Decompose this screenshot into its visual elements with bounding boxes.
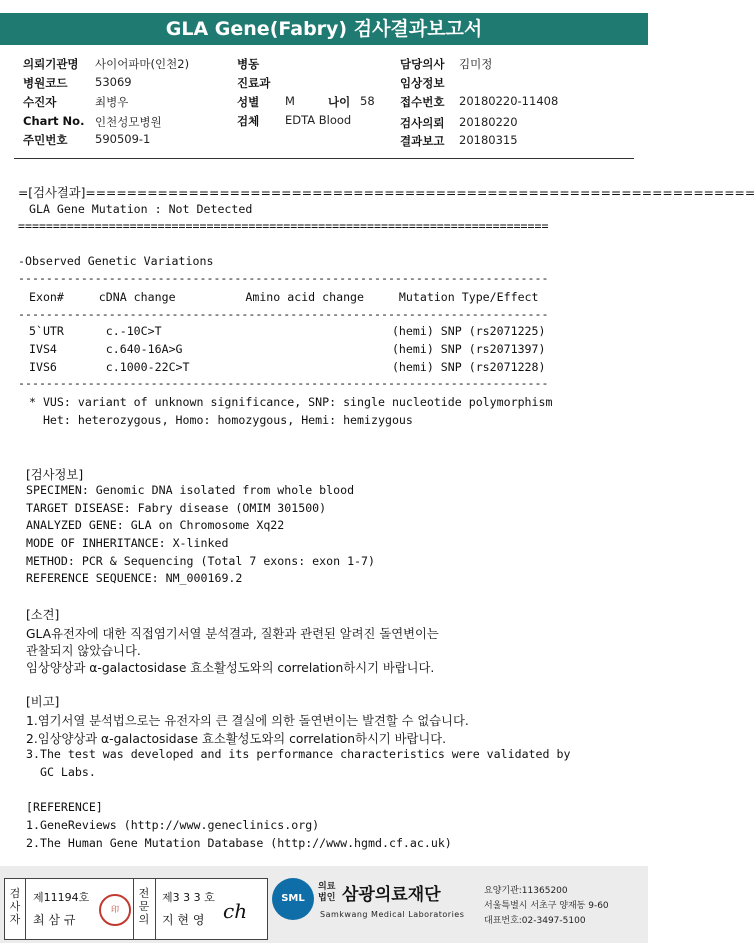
request-value: 20180220 — [459, 115, 518, 129]
id-label: 주민번호 — [23, 133, 68, 147]
patient-info-section — [0, 51, 648, 169]
tester-seal-icon: 印 — [99, 894, 131, 926]
expert-label: 전문의 — [138, 887, 150, 926]
org-address: 서울특별시 서초구 양재동 9-60 — [484, 901, 609, 911]
info-title: [검사정보] — [26, 468, 84, 482]
remarks-line: 2.임상양상과 α-galactosidase 효소활성도와의 correlation하시기 바랍니다. — [26, 732, 447, 746]
info-line: MODE OF INHERITANCE: X-linked — [26, 536, 229, 550]
expert-divider-right — [155, 879, 156, 939]
chart-label: Chart No. — [23, 114, 85, 128]
org-phone: 대표번호:02-3497-5100 — [484, 916, 586, 926]
result-header: =[검사결과]================================================================= — [18, 186, 755, 200]
expert-number: 제3 3 3 호 — [162, 891, 215, 904]
info-line: TARGET DISEASE: Fabry disease (OMIM 301500) — [26, 501, 327, 515]
dept-label: 진료과 — [237, 76, 271, 90]
hospital-code-label: 병원코드 — [23, 76, 68, 90]
reference-title: [REFERENCE] — [26, 800, 103, 814]
expert-signature: ch — [223, 899, 248, 923]
footer — [0, 866, 648, 943]
observed-title: -Observed Genetic Variations — [18, 254, 214, 268]
abbreviation-note: * VUS: variant of unknown significance, SNP: single nucleotide polymorphism — [22, 395, 553, 409]
opinion-title: [소견] — [26, 608, 60, 622]
dash-line-bottom: ---------------------------------------------------------------------------- — [18, 376, 549, 390]
variation-row: IVS4 c.640-16A>G (hemi) SNP (rs2071397) — [22, 342, 546, 356]
remarks-line: 1.염기서열 분석법으로는 유전자의 큰 결실에 의한 돌연변이는 발견할 수 없습니다. — [26, 714, 469, 728]
expert-name: 지 현 영 — [162, 913, 205, 927]
doctor-value: 김미정 — [459, 57, 493, 71]
variation-row: IVS6 c.1000-22C>T (hemi) SNP (rs2071228) — [22, 360, 546, 374]
org-code: 요양기관:11365200 — [484, 886, 568, 896]
org-name: 삼광의료재단 — [342, 885, 441, 905]
opinion-line: GLA유전자에 대한 직접염기서열 분석결과, 질환과 관련된 알려진 돌연변이는 — [26, 627, 439, 641]
variation-columns: Exon# cDNA change Amino acid change Mutation Type/Effect — [22, 290, 539, 304]
age-value: 58 — [360, 94, 375, 108]
ward-label: 병동 — [237, 57, 260, 71]
doctor-label: 담당의사 — [400, 57, 445, 71]
reference-line: 1.GeneReviews (http://www.geneclinics.org) — [26, 818, 320, 832]
info-line: METHOD: PCR & Sequencing (Total 7 exons: exon 1-7) — [26, 554, 376, 568]
specimen-label: 검체 — [237, 114, 260, 128]
collector-value: 최병우 — [95, 95, 129, 109]
hospital-code-value: 53069 — [95, 75, 132, 89]
clinical-label: 임상정보 — [400, 76, 445, 90]
tester-name: 최 삼 규 — [33, 913, 76, 927]
report-date-value: 20180315 — [459, 133, 518, 147]
tester-divider — [25, 879, 26, 939]
tester-label: 검사자 — [9, 887, 21, 926]
report-title: GLA Gene(Fabry) 검사결과보고서 — [0, 13, 648, 45]
report-date-label: 결과보고 — [400, 134, 445, 148]
chart-value: 인천성모병원 — [95, 115, 162, 129]
receipt-value: 20180220-11408 — [459, 94, 559, 108]
dash-line-top: ---------------------------------------------------------------------------- — [18, 271, 549, 285]
remarks-line: GC Labs. — [26, 765, 96, 779]
org-type: 의료법인 — [318, 882, 336, 903]
org-english: Samkwang Medical Laboratories — [320, 910, 465, 919]
age-label: 나이 — [328, 95, 351, 109]
sml-logo-icon: SML — [272, 878, 314, 920]
receipt-label: 접수번호 — [400, 95, 445, 109]
info-line: SPECIMEN: Genomic DNA isolated from whole blood — [26, 483, 355, 497]
opinion-line: 임상양상과 α-galactosidase 효소활성도와의 correlation하시기 바랍니다. — [26, 661, 435, 675]
reference-line: 2.The Human Gene Mutation Database (http://www.hgmd.cf.ac.uk) — [26, 836, 452, 850]
institution-label: 의뢰기관명 — [23, 57, 79, 71]
tester-number: 제11194호 — [33, 891, 90, 904]
opinion-line: 관찰되지 않았습니다. — [26, 644, 141, 658]
zygosity-note: Het: heterozygous, Homo: homozygous, Hemi: hemizygous — [22, 413, 413, 427]
info-line: ANALYZED GENE: GLA on Chromosome Xq22 — [26, 518, 285, 532]
patient-divider — [14, 158, 634, 159]
request-label: 검사의뢰 — [400, 116, 445, 130]
info-line: REFERENCE SEQUENCE: NM_000169.2 — [26, 571, 243, 585]
dash-line-mid: ---------------------------------------------------------------------------- — [18, 307, 549, 321]
specimen-value: EDTA Blood — [285, 113, 352, 127]
collector-label: 수진자 — [23, 95, 57, 109]
result-summary: GLA Gene Mutation : Not Detected — [22, 202, 253, 216]
sex-value: M — [285, 94, 295, 108]
variation-row: 5`UTR c.-10C>T (hemi) SNP (rs2071225) — [22, 324, 546, 338]
remarks-title: [비고] — [26, 695, 60, 709]
institution-value: 사이어파마(인천2) — [95, 57, 190, 71]
remarks-line: 3.The test was developed and its performance characteristics were validated by — [26, 747, 571, 761]
expert-divider-left — [133, 879, 134, 939]
signature-box — [4, 878, 268, 940]
sex-label: 성별 — [237, 95, 260, 109]
result-equals-line: ============================================================================ — [18, 219, 549, 233]
id-value: 590509-1 — [95, 132, 151, 146]
